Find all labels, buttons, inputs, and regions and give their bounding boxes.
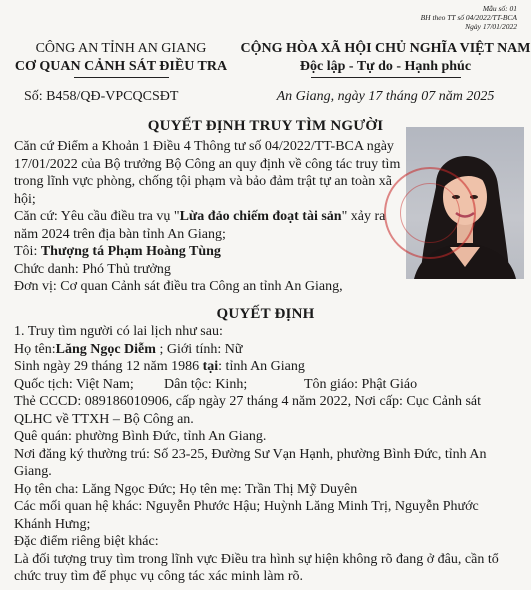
religion-field: Tôn giáo: Phật Giáo — [304, 376, 418, 392]
issue-date: An Giang, ngày 17 tháng 07 năm 2025 — [276, 89, 495, 104]
document-title: QUYẾT ĐỊNH TRUY TÌM NGƯỜI — [147, 118, 384, 134]
basis2-prefix: Căn cứ: Yêu cầu điều tra vụ " — [14, 209, 180, 224]
national-header — [240, 40, 531, 106]
features-line: Đặc điểm riêng biệt khác: — [14, 534, 159, 549]
case-name: Lừa đảo chiếm đoạt tài sản — [179, 209, 342, 224]
unit-name: CƠ QUAN CẢNH SÁT ĐIỀU TRA — [14, 59, 228, 74]
national-motto: Độc lập - Tự do - Hạnh phúc — [299, 59, 472, 74]
signer-name: Thượng tá Phạm Hoàng Tùng — [40, 244, 221, 259]
pob-label: tại — [202, 359, 219, 374]
pob-field: : tỉnh An Giang — [218, 359, 305, 374]
form-note-line: Ngày 17/01/2022 — [465, 22, 517, 31]
sex-field: ; Giới tính: Nữ — [155, 341, 243, 357]
form-note-line: BH theo TT số 04/2022/TT-BCA — [420, 13, 517, 22]
dob-field: Sinh ngày 29 tháng 12 năm 1986 — [14, 359, 203, 374]
residence-line: Nơi đăng ký thường trú: Số 23-25, Đường Sư Vạn Hạnh, phường Bình Đức, tỉnh An Giang. — [14, 446, 487, 479]
legal-basis-1: Căn cứ Điểm a Khoản 1 Điều 4 Thông tư số 04/2022/TT-BCA ngày 17/01/2022 của Bộ trưởng Bộ Công an quy định về công tác truy tìm trong lĩnh vực phòng, chống tội phạm và bảo đảm trật tự an toàn xã hội; — [14, 139, 401, 207]
hometown-line: Quê quán: phường Bình Đức, tỉnh An Giang. — [14, 429, 267, 444]
form-note-line: Mẫu số: 01 — [482, 4, 517, 13]
person-name-line — [14, 341, 519, 359]
signer-unit: Đơn vị: Cơ quan Cảnh sát điều tra Công an tỉnh An Giang, — [14, 279, 343, 294]
person-name: Lăng Ngọc Diễm — [55, 341, 156, 357]
signer-line — [14, 243, 409, 261]
preamble-section — [14, 138, 409, 296]
birth-line — [14, 358, 519, 376]
relations-line: Các mối quan hệ khác: Nguyễn Phước Hậu; Huỳnh Lăng Minh Trị, Nguyễn Phước Khánh Hưng; — [14, 499, 479, 532]
nationality-line — [14, 376, 519, 394]
legal-basis-2 — [14, 208, 409, 243]
name-label: Họ tên: — [14, 341, 56, 357]
header-divider — [74, 77, 169, 78]
signer-position: Chức danh: Phó Thủ trưởng — [14, 261, 171, 277]
decision-item-1: 1. Truy tìm người có lai lịch như sau: — [14, 324, 223, 339]
decision-heading: QUYẾT ĐỊNH — [216, 306, 315, 322]
form-note — [367, 4, 517, 31]
agency-name: CÔNG AN TỈNH AN GIANG — [35, 41, 207, 56]
decision-section — [14, 323, 519, 586]
basis2-suffix: " xảy ra năm 2024 trên địa bàn tỉnh An Giang; — [14, 209, 386, 242]
nation-name: CỘNG HÒA XÃ HỘI CHỦ NGHĨA VIỆT NAM — [240, 41, 531, 56]
ethnic-field: Dân tộc: Kinh; — [164, 376, 248, 392]
reason-line: Là đối tượng truy tìm trong lĩnh vực Điều tra hình sự hiện không rõ đang ở đâu, cần tổ chức truy tìm để phục vụ công tác xác minh làm rõ. — [14, 551, 499, 584]
suspect-photo — [406, 127, 524, 279]
id-card-line: Thẻ CCCD: 089186010906, cấp ngày 27 tháng 4 năm 2022, Nơi cấp: Cục Cảnh sát QLHC về TTXH – Bộ Công an. — [14, 394, 482, 427]
issuing-agency-header — [2, 40, 240, 106]
parents-line: Họ tên cha: Lăng Ngọc Đức; Họ tên mẹ: Trần Thị Mỹ Duyên — [14, 481, 358, 497]
signer-label: Tôi: — [14, 244, 41, 259]
nationality-field: Quốc tịch: Việt Nam; — [14, 376, 134, 392]
motto-underline — [311, 77, 461, 78]
document-number: Số: B458/QĐ-VPCQCSĐT — [24, 89, 179, 104]
